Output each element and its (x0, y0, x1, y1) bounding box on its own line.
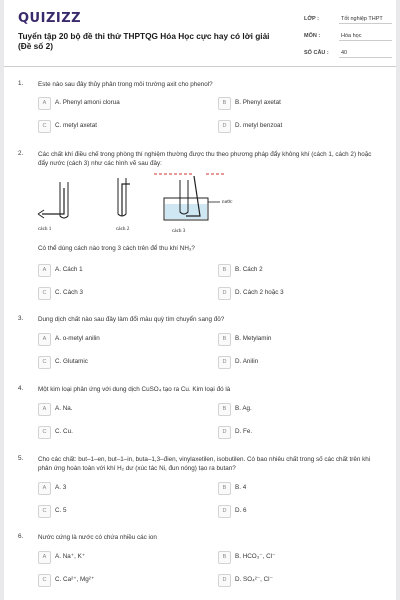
option-letter: D (218, 287, 231, 300)
caption-method-2: cách 2 (116, 226, 130, 232)
option-text: B. 4 (235, 484, 247, 491)
option-letter: B (218, 482, 231, 495)
option-c[interactable] (38, 287, 198, 300)
option-letter: D (218, 426, 231, 439)
option-d[interactable] (218, 574, 378, 587)
question-number: 5. (18, 455, 24, 462)
option-a[interactable] (38, 551, 198, 564)
document-title: Tuyển tập 20 bộ đề thi thử THPTQG Hóa Học cực hay có lời giải (Đề số 2) (18, 31, 270, 51)
option-text: A. 3 (55, 484, 67, 491)
option-text: B. Metylamin (235, 335, 272, 342)
option-text: D. Fe. (235, 428, 253, 435)
class-label: LỚP : (304, 16, 319, 22)
class-value: Tốt nghiệp THPT (341, 16, 383, 22)
worksheet-page (4, 0, 396, 600)
option-text: B. HCO₃⁻, Cl⁻ (235, 553, 276, 560)
option-letter: A (38, 403, 51, 416)
question-text: Một kim loại phản ứng với dung dịch CuSO₄ tạo ra Cu. Kim loại đó là (38, 386, 231, 393)
divider (339, 23, 392, 24)
question-number: 1. (18, 80, 24, 87)
option-letter: B (218, 403, 231, 416)
option-letter: B (218, 333, 231, 346)
option-letter: B (218, 97, 231, 110)
count-value: 40 (341, 50, 348, 56)
option-text: D. Cách 2 hoặc 3 (235, 289, 284, 296)
option-b[interactable] (218, 264, 378, 277)
option-text: A. Na. (55, 405, 73, 412)
option-text: A. o-metyl anilin (55, 335, 100, 342)
option-text: C. Glutamic (55, 358, 88, 365)
count-label: SỐ CÂU : (304, 50, 329, 56)
question-number: 3. (18, 315, 24, 322)
option-letter: D (218, 505, 231, 518)
option-letter: B (218, 551, 231, 564)
option-text: B. Cách 2 (235, 266, 263, 273)
option-text: B. Ag. (235, 405, 252, 412)
subject-value: Hóa học (341, 33, 362, 39)
option-text: B. Phenyl axetat (235, 99, 281, 106)
meta-count (304, 44, 392, 61)
option-text: D. SO₄²⁻, Cl⁻ (235, 576, 273, 583)
option-b[interactable] (218, 403, 378, 416)
option-b[interactable] (218, 333, 378, 346)
option-a[interactable] (38, 482, 198, 495)
option-a[interactable] (38, 403, 198, 416)
option-d[interactable] (218, 287, 378, 300)
option-text: A. Cách 1 (55, 266, 83, 273)
option-letter: A (38, 551, 51, 564)
option-letter: C (38, 287, 51, 300)
option-letter: D (218, 356, 231, 369)
question-number: 4. (18, 385, 24, 392)
question-text: Nước cứng là nước có chứa nhiều các ion (38, 534, 157, 541)
header-divider (4, 66, 396, 67)
option-text: C. 5 (55, 507, 67, 514)
option-c[interactable] (38, 426, 198, 439)
option-b[interactable] (218, 97, 378, 110)
option-c[interactable] (38, 120, 198, 133)
option-a[interactable] (38, 333, 198, 346)
question-subtext: Có thể dùng cách nào trong 3 cách trên để thu khí NH₃? (38, 245, 195, 252)
option-c[interactable] (38, 505, 198, 518)
meta-class (304, 10, 392, 27)
option-text: D. Anilin (235, 358, 259, 365)
meta-panel (304, 10, 392, 61)
option-letter: C (38, 120, 51, 133)
quizizz-logo: QUIZIZZ (18, 11, 82, 26)
question-text: Cho các chất: but–1–en, but–1–in, buta–1,3–đien, vinylaxetilen, isobutilen. Có bao nhiêu chất trong số các chất trên khi phản ứng hoàn toàn với khí H₂ dư (xúc tác Ni, đun nóng) tạo ra butan? (38, 456, 371, 472)
option-text: C. metyl axetat (55, 122, 97, 129)
option-text: A. Phenyl amoni clorua (55, 99, 120, 106)
option-letter: B (218, 264, 231, 277)
option-letter: A (38, 264, 51, 277)
option-letter: C (38, 574, 51, 587)
option-letter: D (218, 574, 231, 587)
option-text: A. Na⁺, K⁺ (55, 553, 86, 560)
divider (339, 40, 392, 41)
option-letter: C (38, 356, 51, 369)
subject-label: MÔN : (304, 33, 321, 39)
caption-method-1: cách 1 (38, 226, 52, 232)
question-text: Este nào sau đây thủy phân trong môi trường axit cho phenol? (38, 81, 213, 88)
gas-collection-figure (34, 172, 254, 244)
meta-subject (304, 27, 392, 44)
option-a[interactable] (38, 97, 198, 110)
worksheet-header (4, 0, 396, 62)
question-text: Các chất khí điều chế trong phòng thí nghiệm thường được thu theo phương pháp đẩy không khí (cách 1, cách 2) hoặc đẩy nước (cách 3) như các hình vẽ sau đây: (38, 151, 372, 167)
caption-water: nước (222, 199, 233, 205)
option-a[interactable] (38, 264, 198, 277)
option-d[interactable] (218, 505, 378, 518)
option-c[interactable] (38, 356, 198, 369)
option-letter: A (38, 333, 51, 346)
apparatus-drawing (34, 172, 254, 236)
option-letter: C (38, 426, 51, 439)
divider (339, 57, 392, 58)
question-number: 6. (18, 533, 24, 540)
option-letter: C (38, 505, 51, 518)
option-text: D. 6 (235, 507, 247, 514)
question-text: Dung dịch chất nào sau đây làm đổi màu quỳ tím chuyển sang đỏ? (38, 316, 225, 323)
option-text: C. Cu. (55, 428, 73, 435)
question-number: 2. (18, 150, 24, 157)
option-d[interactable] (218, 426, 378, 439)
option-letter: A (38, 482, 51, 495)
option-text: C. Cách 3 (55, 289, 83, 296)
option-text: D. metyl benzoat (235, 122, 283, 129)
option-b[interactable] (218, 482, 378, 495)
option-letter: A (38, 97, 51, 110)
option-d[interactable] (218, 356, 378, 369)
option-letter: D (218, 120, 231, 133)
option-c[interactable] (38, 574, 198, 587)
caption-method-3: cách 3 (172, 228, 186, 234)
option-d[interactable] (218, 120, 378, 133)
option-b[interactable] (218, 551, 378, 564)
option-text: C. Ca²⁺, Mg²⁺ (55, 576, 95, 583)
